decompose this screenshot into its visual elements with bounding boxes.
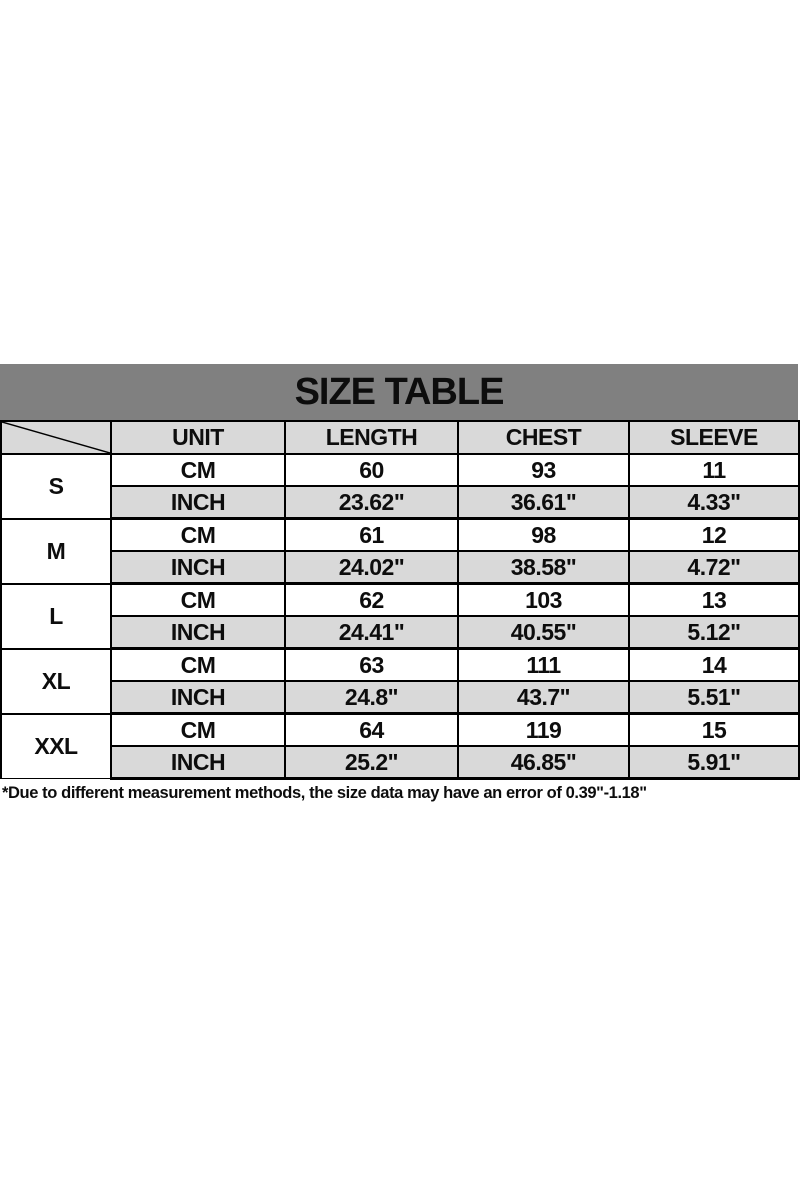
length-cell: 64 — [285, 714, 458, 747]
length-cell: 62 — [285, 584, 458, 617]
chest-cell: 46.85" — [458, 746, 629, 779]
sleeve-cell: 5.51" — [629, 681, 799, 714]
table-row — [1, 681, 799, 714]
unit-cell: CM — [111, 714, 285, 747]
sleeve-cell: 13 — [629, 584, 799, 617]
diagonal-corner-cell — [1, 421, 111, 454]
column-header-chest: CHEST — [458, 421, 629, 454]
unit-cell: CM — [111, 454, 285, 486]
measurement-disclaimer: *Due to different measurement methods, the size data may have an error of 0.39"-1.18" — [2, 784, 647, 802]
sleeve-cell: 14 — [629, 649, 799, 682]
table-row — [1, 649, 799, 682]
header-row — [1, 421, 799, 454]
diagonal-line-icon — [2, 422, 110, 453]
sleeve-cell: 4.33" — [629, 486, 799, 519]
table-row — [1, 746, 799, 779]
chest-cell: 98 — [458, 519, 629, 552]
unit-cell: CM — [111, 519, 285, 552]
table-row — [1, 616, 799, 649]
sleeve-cell: 15 — [629, 714, 799, 747]
length-cell: 63 — [285, 649, 458, 682]
table-row — [1, 519, 799, 552]
length-cell: 61 — [285, 519, 458, 552]
column-header-length: LENGTH — [285, 421, 458, 454]
sleeve-cell: 5.91" — [629, 746, 799, 779]
sleeve-cell: 12 — [629, 519, 799, 552]
chest-cell: 43.7" — [458, 681, 629, 714]
table-row — [1, 551, 799, 584]
sleeve-cell: 5.12" — [629, 616, 799, 649]
size-label-xl: XL — [1, 649, 111, 714]
length-cell: 24.8" — [285, 681, 458, 714]
chest-cell: 36.61" — [458, 486, 629, 519]
size-label-m: M — [1, 519, 111, 584]
unit-cell: CM — [111, 649, 285, 682]
unit-cell: INCH — [111, 681, 285, 714]
length-cell: 24.02" — [285, 551, 458, 584]
sleeve-cell: 4.72" — [629, 551, 799, 584]
chest-cell: 93 — [458, 454, 629, 486]
size-table-grid — [0, 420, 800, 780]
column-header-sleeve: SLEEVE — [629, 421, 799, 454]
length-cell: 25.2" — [285, 746, 458, 779]
unit-cell: INCH — [111, 746, 285, 779]
length-cell: 23.62" — [285, 486, 458, 519]
chest-cell: 103 — [458, 584, 629, 617]
unit-cell: INCH — [111, 616, 285, 649]
length-cell: 60 — [285, 454, 458, 486]
chest-cell: 38.58" — [458, 551, 629, 584]
length-cell: 24.41" — [285, 616, 458, 649]
table-row — [1, 714, 799, 747]
unit-cell: INCH — [111, 486, 285, 519]
size-label-xxl: XXL — [1, 714, 111, 779]
size-label-s: S — [1, 454, 111, 519]
chest-cell: 40.55" — [458, 616, 629, 649]
unit-cell: INCH — [111, 551, 285, 584]
table-row — [1, 454, 799, 486]
size-table — [0, 364, 798, 803]
table-row — [1, 486, 799, 519]
size-label-l: L — [1, 584, 111, 649]
unit-cell: CM — [111, 584, 285, 617]
size-table-title: SIZE TABLE — [0, 364, 798, 420]
chest-cell: 111 — [458, 649, 629, 682]
sleeve-cell: 11 — [629, 454, 799, 486]
chest-cell: 119 — [458, 714, 629, 747]
table-row — [1, 584, 799, 617]
column-header-unit: UNIT — [111, 421, 285, 454]
